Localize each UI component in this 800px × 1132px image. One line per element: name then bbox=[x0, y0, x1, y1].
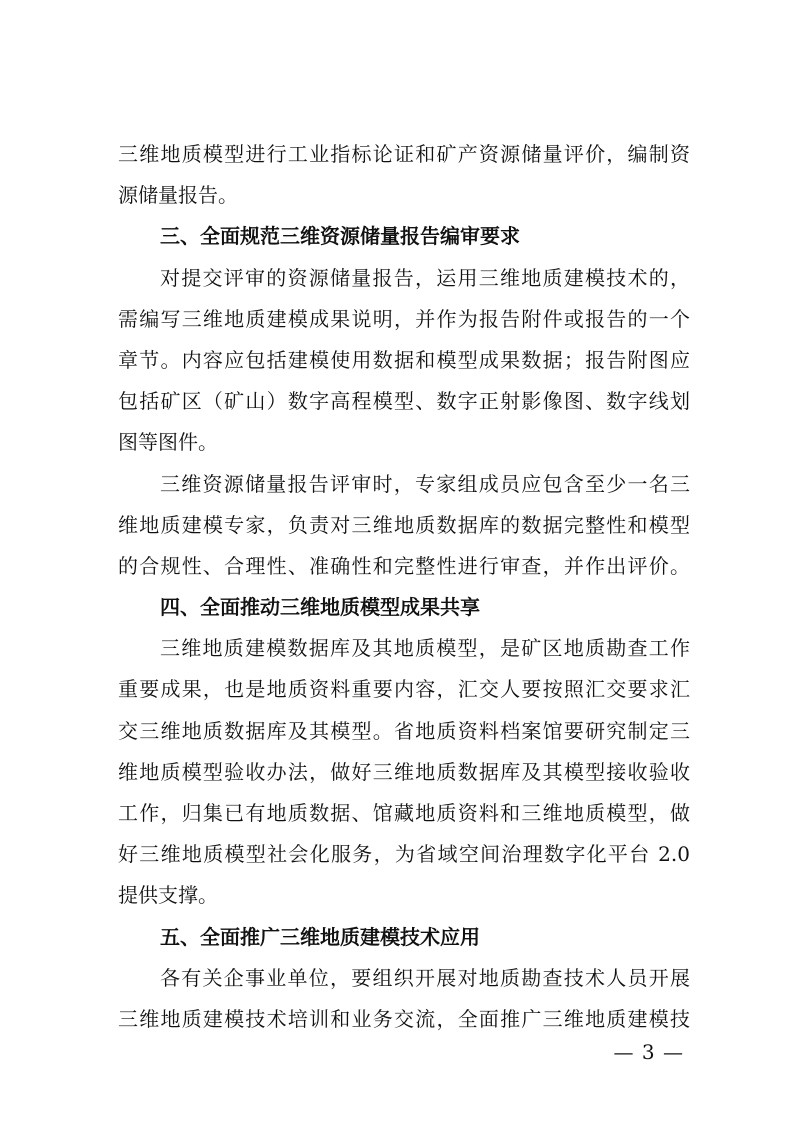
body-line: 维地质建模专家，负责对三维地质数据库的数据完整性和模型 bbox=[118, 512, 690, 537]
body-line: 各有关企事业单位，要组织开展对地质勘查技术人员开展 bbox=[160, 965, 690, 990]
document-body bbox=[118, 134, 690, 1040]
body-line: 提供支撑。 bbox=[118, 883, 218, 908]
body-line: 三维资源储量报告评审时，专家组成员应包含至少一名三 bbox=[160, 471, 690, 496]
body-line: 三维地质建模数据库及其地质模型，是矿区地质勘查工作 bbox=[160, 636, 690, 661]
body-line: 重要成果，也是地质资料重要内容，汇交人要按照汇交要求汇 bbox=[118, 677, 690, 702]
body-line: 章节。内容应包括建模使用数据和模型成果数据；报告附图应 bbox=[118, 347, 690, 372]
section-heading: 三、全面规范三维资源储量报告编审要求 bbox=[160, 224, 520, 249]
body-line: 包括矿区（矿山）数字高程模型、数字正射影像图、数字线划 bbox=[118, 389, 690, 414]
body-line: 三维地质模型进行工业指标论证和矿产资源储量评价，编制资 bbox=[118, 142, 690, 166]
body-line: 对提交评审的资源储量报告，运用三维地质建模技术的， bbox=[160, 265, 690, 290]
body-line: 维地质模型验收办法，做好三维地质数据库及其模型接收验收 bbox=[118, 759, 690, 784]
body-line: 的合规性、合理性、准确性和完整性进行审查，并作出评价。 bbox=[118, 553, 690, 578]
body-line: 工作，归集已有地质数据、馆藏地质资料和三维地质模型，做 bbox=[118, 801, 690, 825]
body-line: 三维地质建模技术培训和业务交流，全面推广三维地质建模技 bbox=[118, 1006, 690, 1031]
body-line: 好三维地质模型社会化服务，为省域空间治理数字化平台 2.0 bbox=[118, 842, 690, 867]
section-heading: 五、全面推广三维地质建模技术应用 bbox=[160, 924, 480, 949]
page-number: — 3 — bbox=[613, 1040, 684, 1064]
body-line: 交三维地质数据库及其模型。省地质资料档案馆要研究制定三 bbox=[118, 718, 690, 743]
body-line: 图等图件。 bbox=[118, 430, 218, 455]
section-heading: 四、全面推动三维地质模型成果共享 bbox=[160, 595, 480, 620]
body-line: 源储量报告。 bbox=[118, 183, 238, 208]
body-line: 需编写三维地质建模成果说明，并作为报告附件或报告的一个 bbox=[118, 306, 690, 331]
